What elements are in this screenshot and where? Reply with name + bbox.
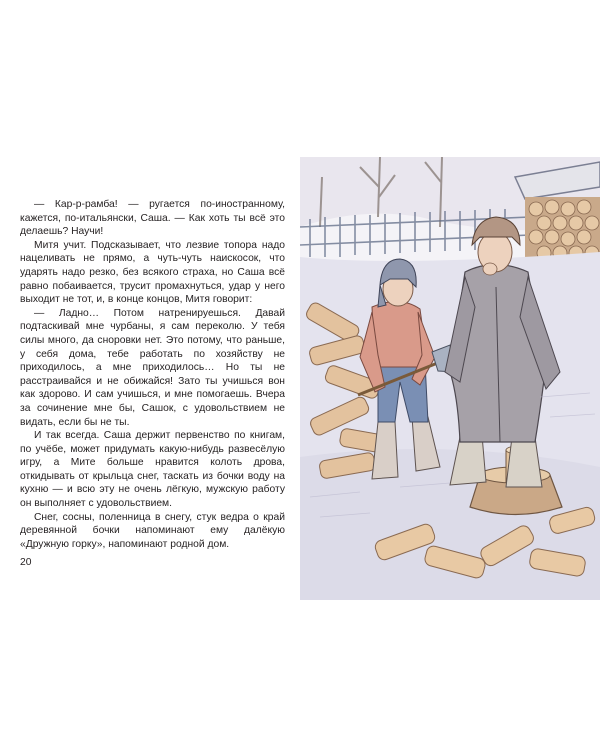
paragraph: Снег, сосны, поленница в снегу, стук ведра о край деревянной бочки напоминают ему далёкую «Дружную горку», напоминают родной дом. (20, 511, 285, 550)
paragraph: — Ладно… Потом натренируешься. Давай подтаскивай мне чурбаны, я сам переколю. У тебя силы много, да сноровки нет. Это потому, что раньше, у себя дома, тебе работать по хозяйству не приходилось, а мне приходилось… Но ты не расстраивайся и не обижайся! Зато ты учишься вон как здорово. И сам учишься, и мне помогаешь. Вчера за сочинение мне бы, Сашок, с удовольствием не видать, если бы не ты. (20, 307, 285, 428)
page-number: 20 (20, 557, 32, 568)
paragraph: Митя учит. Подсказывает, что лезвие топора надо нацеливать не прямо, а чуть-чуть наискосок, что ударять надо резко, без всякого страха, но Саша всё равно побаивается, трусит промахнуться, удар у него выходит не тот, и, в конце концов, Митя говорит: (20, 239, 285, 306)
illustration-drawing (300, 157, 600, 600)
body-text (20, 198, 285, 551)
illustration (300, 157, 600, 600)
paragraph: И так всегда. Саша держит первенство по книгам, по учёбе, может придумать какую-нибудь развесёлую игру, а Мите больше нравится колоть дрова, откидывать от крыльца снег, таскать из бочки воду на кухню — и всю эту не очень лёгкую, мужскую работу он выполняет с удовольствием. (20, 430, 285, 510)
paragraph: — Кар-р-рамба! — ругается по-иностранному, кажется, по-итальянски, Саша. — Как хоть ты всё это делаешь? Научи! (20, 199, 285, 238)
